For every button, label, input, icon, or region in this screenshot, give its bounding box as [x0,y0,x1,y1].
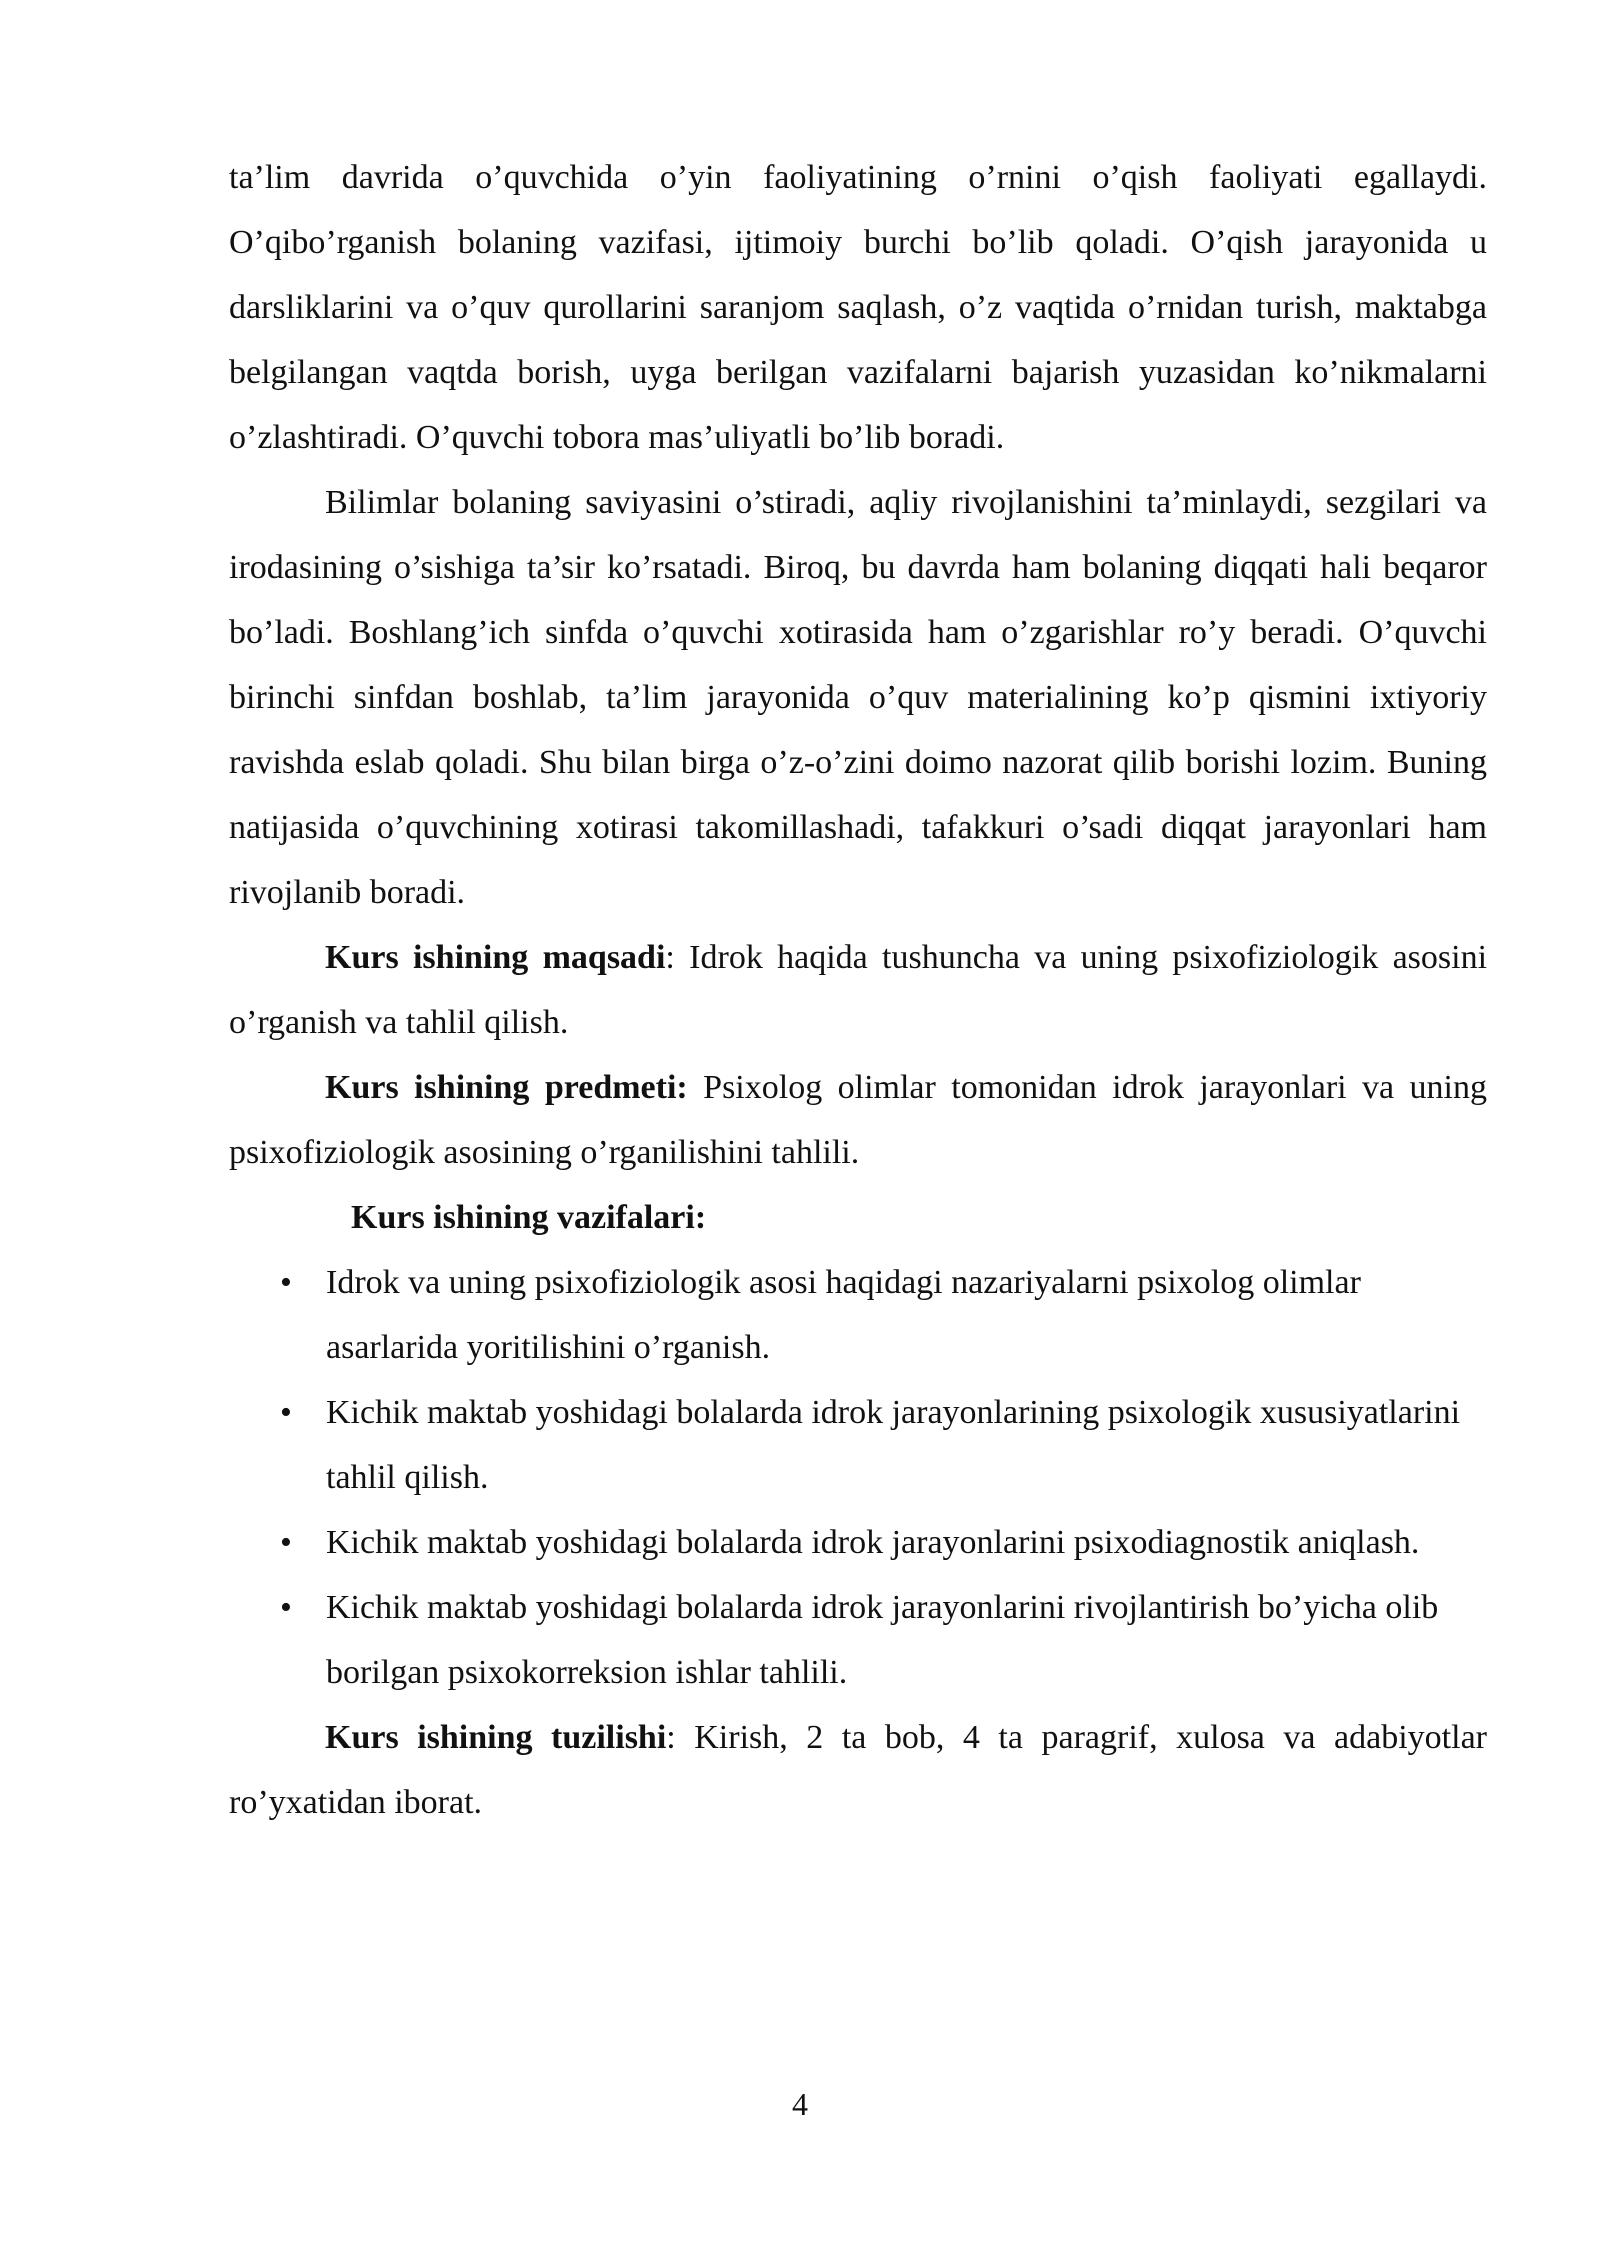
list-item [280,1510,1487,1575]
bullet-icon: • [280,1264,292,1301]
course-goal-paragraph [229,925,1487,1055]
course-subject-label: Kurs ishining predmeti: [325,1069,688,1106]
knowledge-paragraph: Bilimlar bolaning saviyasini o’stiradi, aqliy rivojlanishini ta’minlaydi, sezgilari va irodasining o’sishiga ta’sir ko’rsatadi. Biroq, bu davrda ham bolaning diqqati hali beqaror bo’ladi. Boshlang’ich sinfda o’quvchi xotirasida ham o’zgarishlar ro’y beradi. O’quvchi birinchi sinfdan boshlab, ta’lim jarayonida o’quv materialining ko’p qismini ixtiyoriy ravishda eslab qoladi. Shu bilan birga o’z-o’zini doimo nazorat qilib borishi lozim. Buning natijasida o’quvchining xotirasi takomillashadi, tafakkuri o’sadi diqqat jarayonlari ham rivojlanib boradi. [229,484,1487,911]
course-subject-text: Psixolog olimlar tomonidan idrok jarayonlari va uning psixofiziologik asosining o’rganilishini tahlili. [229,1069,1487,1171]
course-goal-label: Kurs ishining maqsadi [325,939,666,976]
list-item-text: Kichik maktab yoshidagi bolalarda idrok jarayonlarining psixologik xususiyatlarini tahlil qilish. [326,1394,1461,1496]
list-item [280,1250,1487,1380]
bullet-icon: • [280,1524,292,1561]
page-number: 4 [792,2086,808,2122]
list-item-text: Kichik maktab yoshidagi bolalarda idrok jarayonlarini rivojlantirish bo’yicha olib borilgan psixokorreksion ishlar tahlili. [326,1589,1439,1691]
course-structure-label: Kurs ishining tuzilishi [325,1719,667,1756]
bullet-icon: • [280,1589,292,1626]
course-structure-paragraph [229,1705,1487,1835]
course-tasks-heading: Kurs ishining vazifalari: [351,1199,707,1236]
list-item [280,1575,1487,1705]
course-subject-paragraph [229,1055,1487,1185]
bullet-icon: • [280,1394,292,1431]
list-item-text: Kichik maktab yoshidagi bolalarda idrok jarayonlarini psixodiagnostik aniqlash. [326,1524,1420,1561]
page-body [229,145,1487,1835]
list-item [280,1380,1487,1510]
course-structure-text: : Kirish, 2 ta bob, 4 ta paragrif, xulosa va adabiyotlar ro’yxatidan iborat. [229,1719,1487,1821]
list-item-text: Idrok va uning psixofiziologik asosi haqidagi nazariyalarni psixolog olimlar asarlarida yoritilishini o’rganish. [326,1264,1361,1366]
intro-paragraph: ta’lim davrida o’quvchida o’yin faoliyatining o’rnini o’qish faoliyati egallaydi. O’qibo’rganish bolaning vazifasi, ijtimoiy burchi bo’lib qoladi. O’qish jarayonida u darsliklarini va o’quv qurollarini saranjom saqlash, o’z vaqtida o’rnidan turish, maktabga belgilangan vaqtda borish, uyga berilgan vazifalarni bajarish yuzasidan ko’nikmalarni o’zlashtiradi. O’quvchi tobora mas’uliyatli bo’lib boradi. [229,159,1487,456]
course-tasks-list [229,1250,1487,1705]
course-goal-text: : Idrok haqida tushuncha va uning psixofiziologik asosini o’rganish va tahlil qilish. [229,939,1488,1041]
